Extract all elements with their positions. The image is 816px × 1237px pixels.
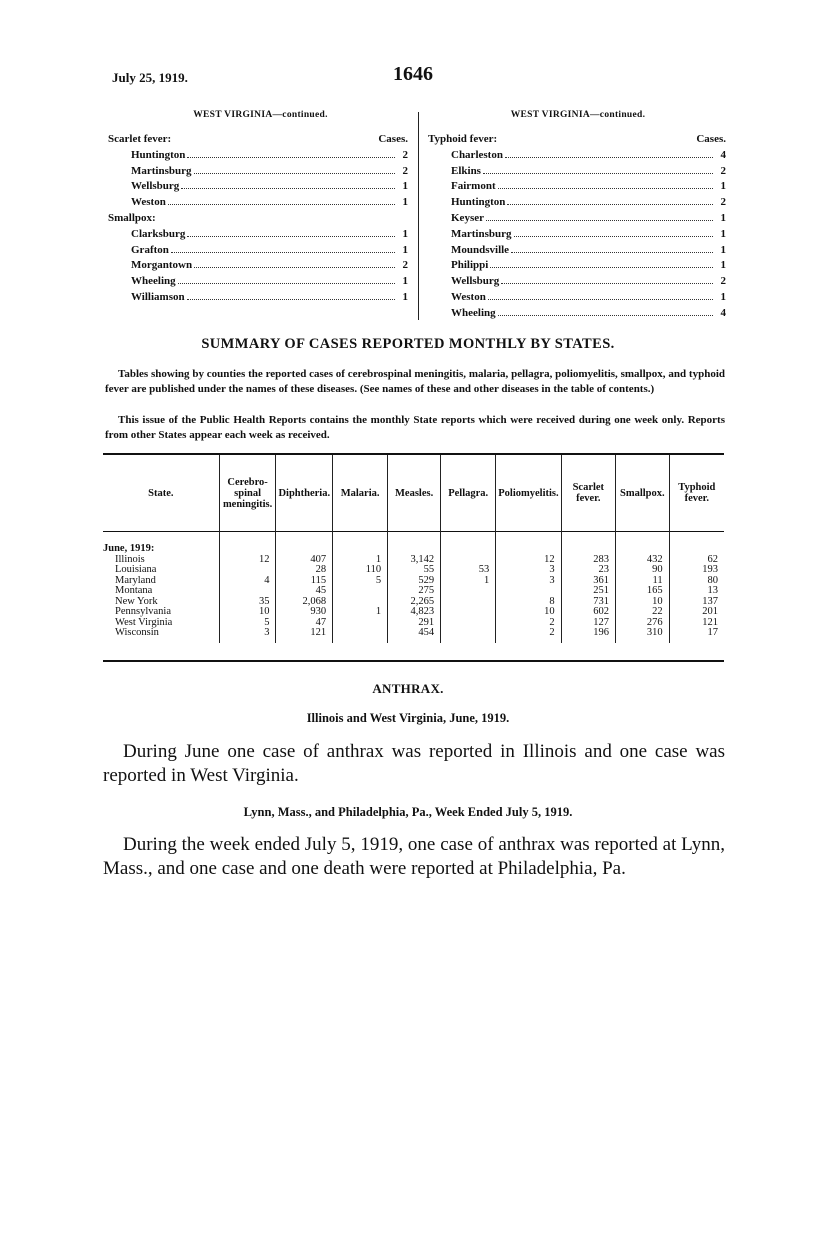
state-name: Wisconsin — [115, 627, 159, 638]
table-cell: 361 — [561, 576, 615, 587]
column-header: Cerebro-spinal meningitis. — [219, 454, 276, 532]
table-cell: 4,823 — [388, 607, 441, 618]
list-item — [108, 290, 408, 306]
anthrax-subheading-1: Illinois and West Virginia, June, 1919. — [306, 711, 510, 725]
disease-heading — [108, 132, 408, 148]
table-cell: 193 — [669, 565, 724, 576]
page-number: 1646 — [393, 63, 433, 85]
disease-heading — [428, 132, 726, 148]
place-name: Wellsburg — [131, 180, 180, 193]
empty-cell — [496, 544, 561, 555]
leader-dots — [187, 157, 395, 158]
list-item — [428, 227, 726, 243]
state-name: Louisiana — [115, 564, 157, 575]
list-item — [108, 227, 408, 243]
column-header: State. — [148, 487, 174, 499]
column-header: Malaria. — [333, 454, 388, 532]
table-cell: 529 — [388, 576, 441, 587]
list-item — [428, 290, 726, 306]
case-count: 1 — [720, 290, 726, 303]
table-cell: 2,068 — [276, 597, 333, 608]
case-count: 2 — [402, 148, 408, 161]
table-cell: 275 — [388, 586, 441, 597]
table-cell: 55 — [388, 565, 441, 576]
place-name: Charleston — [451, 148, 503, 161]
table-cell: 10 — [219, 607, 276, 618]
table-cell: 1 — [333, 607, 388, 618]
case-count: 1 — [720, 211, 726, 224]
list-item — [428, 195, 726, 211]
empty-cell — [496, 532, 561, 545]
table-row — [103, 607, 724, 618]
place-name: Weston — [451, 290, 486, 303]
table-cell: 251 — [561, 586, 615, 597]
place-name: Wheeling — [451, 306, 496, 319]
empty-cell — [333, 532, 388, 545]
table-cell: 10 — [496, 607, 561, 618]
table-cell: 310 — [616, 628, 670, 643]
leader-dots — [490, 267, 713, 268]
table-cell: 115 — [276, 576, 333, 587]
case-count: 2 — [720, 164, 726, 177]
list-item — [428, 274, 726, 290]
empty-cell — [616, 544, 670, 555]
list-item — [108, 148, 408, 164]
leader-dots — [187, 236, 395, 237]
leader-dots — [178, 283, 395, 284]
table-cell: 13 — [669, 586, 724, 597]
table-cell: 196 — [561, 628, 615, 643]
leader-dots — [187, 299, 395, 300]
table-cell: 283 — [561, 555, 615, 566]
table-cell: 4 — [219, 576, 276, 587]
table-cell: 1 — [333, 555, 388, 566]
disease-name: Typhoid fever: — [428, 133, 498, 145]
table-cell: 407 — [276, 555, 333, 566]
table-cell: 80 — [669, 576, 724, 587]
leader-dots — [514, 236, 714, 237]
table-cell: 121 — [276, 628, 333, 643]
list-item — [428, 243, 726, 259]
table-header-row — [103, 454, 724, 532]
empty-cell — [561, 532, 615, 545]
table-cell: 53 — [441, 565, 496, 576]
empty-cell — [219, 544, 276, 555]
table-cell: 930 — [276, 607, 333, 618]
case-count: 1 — [720, 180, 726, 193]
column-header: Measles. — [388, 454, 441, 532]
table-row — [103, 618, 724, 629]
leader-dots — [498, 315, 713, 316]
list-item — [108, 243, 408, 259]
disease-name: Scarlet fever: — [108, 133, 172, 145]
list-item — [428, 258, 726, 274]
empty-cell — [441, 544, 496, 555]
empty-cell — [561, 544, 615, 555]
state-name: Illinois — [115, 553, 145, 565]
column-header: Scarlet fever. — [561, 454, 615, 532]
column-header: Smallpox. — [616, 454, 670, 532]
table-cell: 23 — [561, 565, 615, 576]
table-row — [103, 628, 724, 643]
table-cell — [219, 565, 276, 576]
empty-cell — [276, 532, 333, 545]
table-cell — [441, 597, 496, 608]
table-row — [103, 586, 724, 597]
table-cell — [333, 618, 388, 629]
list-item — [428, 164, 726, 180]
case-count: 1 — [720, 227, 726, 240]
table-cell: 8 — [496, 597, 561, 608]
table-cell — [441, 586, 496, 597]
empty-cell — [388, 544, 441, 555]
table-cell: 28 — [276, 565, 333, 576]
list-item — [108, 258, 408, 274]
leader-dots — [498, 188, 713, 189]
table-cell: 2 — [496, 618, 561, 629]
case-count: 2 — [720, 275, 726, 288]
left-column-heading: WEST VIRGINIA—continued. — [193, 110, 328, 120]
place-name: Martinsburg — [131, 164, 192, 177]
table-cell: 62 — [669, 555, 724, 566]
table-cell: 12 — [496, 555, 561, 566]
place-name: Wheeling — [131, 275, 176, 288]
leader-dots — [486, 220, 713, 221]
monthly-cases-table — [103, 453, 724, 643]
place-name: Martinsburg — [451, 227, 512, 240]
table-body — [103, 532, 724, 643]
table-cell — [219, 586, 276, 597]
case-count: 4 — [720, 148, 726, 161]
case-count: 1 — [402, 196, 408, 209]
place-name: Huntington — [451, 196, 506, 209]
table-row — [103, 565, 724, 576]
table-cell — [496, 586, 561, 597]
table-cell: 731 — [561, 597, 615, 608]
table-cell: 3 — [496, 565, 561, 576]
leader-dots — [483, 173, 713, 174]
table-cell: 602 — [561, 607, 615, 618]
table-cell: 5 — [219, 618, 276, 629]
table-cell: 432 — [616, 555, 670, 566]
right-column-list — [428, 132, 726, 322]
list-item — [108, 179, 408, 195]
disease-heading — [108, 211, 408, 227]
empty-cell — [333, 544, 388, 555]
table-cell: 22 — [616, 607, 670, 618]
table-row — [103, 555, 724, 566]
table-bottom-rule — [103, 660, 724, 662]
list-item — [428, 179, 726, 195]
column-header: Pellagra. — [441, 454, 496, 532]
empty-cell — [276, 544, 333, 555]
table-cell: 291 — [388, 618, 441, 629]
place-name: Moundsville — [451, 243, 510, 256]
table-cell: 2 — [496, 628, 561, 643]
leader-dots — [168, 204, 395, 205]
leader-dots — [194, 267, 395, 268]
case-count: 1 — [402, 180, 408, 193]
list-item — [428, 306, 726, 322]
place-name: Grafton — [131, 243, 169, 256]
table-cell: 45 — [276, 586, 333, 597]
table-cell — [441, 628, 496, 643]
anthrax-paragraph-2: During the week ended July 5, 1919, one case of anthrax was reported at Lynn, Mass., and one case and one death were reported at Philadelphia, Pa. — [103, 834, 725, 879]
table-cell — [333, 628, 388, 643]
summary-note-1: Tables showing by counties the reported cases of cerebrospinal meningitis, malaria, pellagra, poliomyelitis, smallpox, and typhoid fever are published under the names of these diseases. (See names of these and other diseases in the table of contents.) — [105, 368, 725, 395]
table-cell: 201 — [669, 607, 724, 618]
case-count: 1 — [402, 275, 408, 288]
case-count: 4 — [720, 306, 726, 319]
table-cell: 2,265 — [388, 597, 441, 608]
column-header: Poliomyelitis. — [496, 454, 561, 532]
state-name: New York — [115, 595, 158, 607]
leader-dots — [511, 252, 713, 253]
list-item — [108, 164, 408, 180]
state-name: Montana — [115, 585, 153, 596]
place-name: Morgantown — [131, 259, 193, 272]
table-cell: 165 — [616, 586, 670, 597]
place-name: Fairmont — [451, 180, 496, 193]
case-count: 2 — [402, 164, 408, 177]
column-header: Typhoid fever. — [669, 454, 724, 532]
empty-cell — [616, 532, 670, 545]
table-cell: 110 — [333, 565, 388, 576]
state-name: West Virginia — [115, 616, 173, 628]
left-column-list — [108, 132, 408, 306]
table-cell: 454 — [388, 628, 441, 643]
state-name: Pennsylvania — [115, 606, 171, 617]
place-name: Clarksburg — [131, 227, 186, 240]
case-count: 1 — [402, 290, 408, 303]
table-cell: 35 — [219, 597, 276, 608]
case-count: 1 — [720, 259, 726, 272]
cases-label: Cases. — [378, 133, 408, 145]
case-count: 1 — [402, 227, 408, 240]
table-cell: 17 — [669, 628, 724, 643]
case-count: 2 — [720, 196, 726, 209]
case-count: 2 — [402, 259, 408, 272]
disease-name: Smallpox: — [108, 211, 156, 224]
table-cell — [441, 607, 496, 618]
place-name: Keyser — [451, 211, 484, 224]
place-name: Williamson — [131, 290, 185, 303]
empty-cell — [441, 532, 496, 545]
list-item — [428, 211, 726, 227]
table-cell — [441, 618, 496, 629]
table-cell: 47 — [276, 618, 333, 629]
table-cell: 121 — [669, 618, 724, 629]
place-name: Weston — [131, 196, 166, 209]
table-cell: 127 — [561, 618, 615, 629]
table-cell: 5 — [333, 576, 388, 587]
table-cell: 11 — [616, 576, 670, 587]
empty-cell — [388, 532, 441, 545]
column-header: Diphtheria. — [276, 454, 333, 532]
right-column-heading: WEST VIRGINIA—continued. — [510, 110, 646, 120]
list-item — [428, 148, 726, 164]
case-count: 1 — [402, 243, 408, 256]
empty-cell — [219, 532, 276, 545]
table-cell: 3 — [496, 576, 561, 587]
anthrax-paragraph-1: During June one case of anthrax was reported in Illinois and one case was reported in West Virginia. — [103, 741, 725, 786]
empty-cell — [669, 532, 724, 545]
place-name: Wellsburg — [451, 275, 500, 288]
leader-dots — [505, 157, 713, 158]
spacer-row — [103, 532, 724, 545]
table-row — [103, 576, 724, 587]
state-name: Maryland — [115, 574, 156, 586]
leader-dots — [507, 204, 713, 205]
period-label: June, 1919: — [103, 543, 155, 554]
leader-dots — [194, 173, 396, 174]
case-count: 1 — [720, 243, 726, 256]
leader-dots — [181, 188, 395, 189]
leader-dots — [501, 283, 713, 284]
list-item — [108, 195, 408, 211]
cases-label: Cases. — [696, 133, 726, 145]
table-cell: 12 — [219, 555, 276, 566]
table-cell — [333, 586, 388, 597]
anthrax-title: ANTHRAX. — [372, 681, 444, 696]
table-cell: 1 — [441, 576, 496, 587]
place-name: Philippi — [451, 259, 489, 272]
table-cell: 276 — [616, 618, 670, 629]
empty-cell — [669, 544, 724, 555]
place-name: Elkins — [451, 164, 481, 177]
summary-title: SUMMARY OF CASES REPORTED MONTHLY BY STATES. — [201, 336, 615, 352]
table-cell: 137 — [669, 597, 724, 608]
period-row — [103, 544, 724, 555]
summary-note-2: This issue of the Public Health Reports contains the monthly State reports which were received during one week only. Reports from other States appear each week as received. — [105, 414, 725, 441]
anthrax-subheading-2: Lynn, Mass., and Philadelphia, Pa., Week Ended July 5, 1919. — [243, 805, 573, 819]
place-name: Huntington — [131, 148, 186, 161]
table-cell: 10 — [616, 597, 670, 608]
list-item — [108, 274, 408, 290]
leader-dots — [171, 252, 395, 253]
table-cell: 3 — [219, 628, 276, 643]
table-cell: 90 — [616, 565, 670, 576]
table-cell: 3,142 — [388, 555, 441, 566]
column-divider — [418, 112, 419, 320]
leader-dots — [488, 299, 713, 300]
running-date: July 25, 1919. — [112, 70, 188, 85]
